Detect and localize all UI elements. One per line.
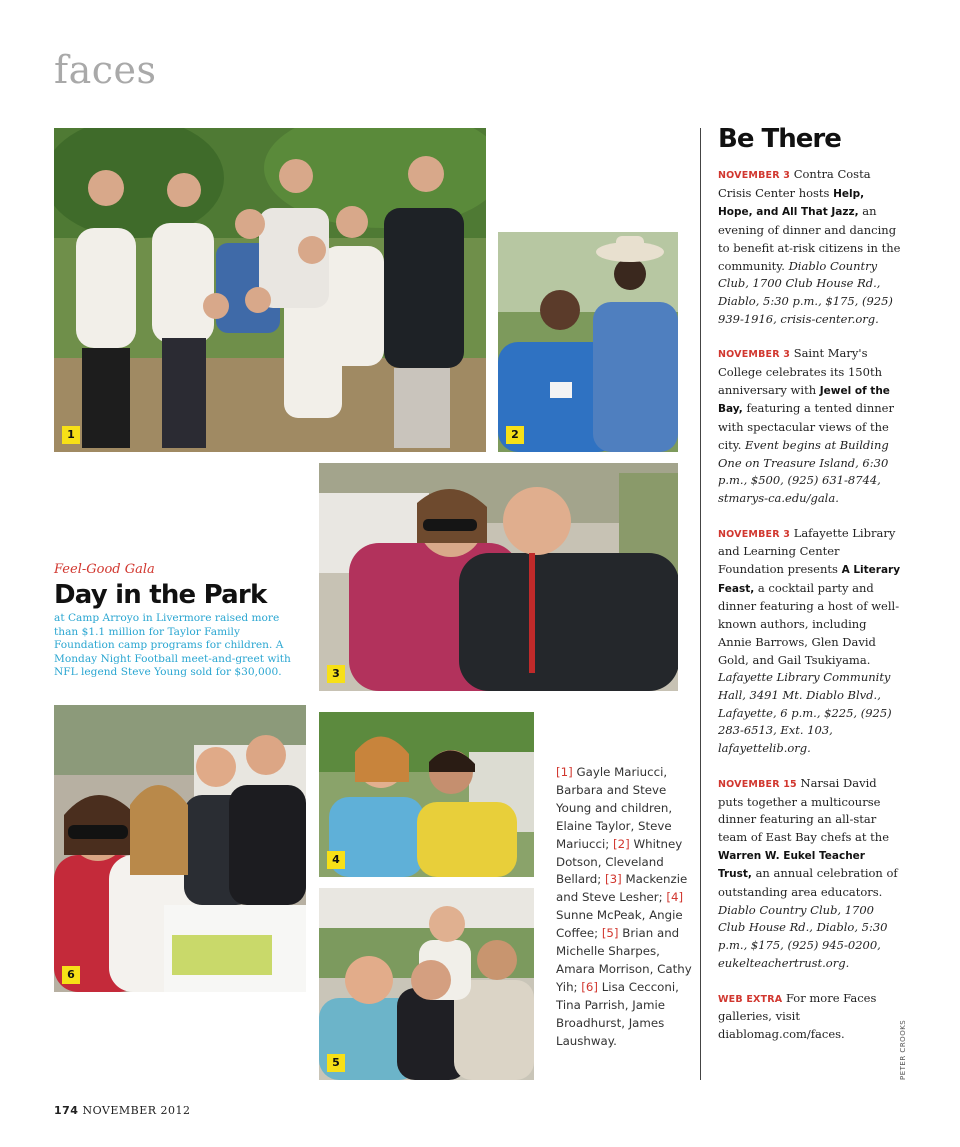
column-divider: [700, 128, 701, 1080]
caption-number: [1]: [556, 765, 573, 779]
caption-names: Whitney Dotson, Cleveland Bellard;: [556, 836, 683, 887]
section-label: faces: [54, 48, 157, 92]
story-kicker: Feel-Good Gala: [54, 562, 155, 577]
photo-2: [498, 232, 678, 452]
web-extra-item: [718, 990, 902, 1044]
photo-5: [319, 888, 534, 1080]
story-headline: Day in the Park: [54, 580, 267, 610]
caption-names: Mackenzie and Steve Lesher;: [556, 872, 688, 905]
photo-credit: PETER CROOKS: [899, 1019, 907, 1080]
photo-2-image: [498, 232, 678, 452]
event-description: featuring a tented dinner with spectacular views of the city.: [718, 401, 894, 452]
event-details: Lafayette Library Community Hall, 3491 Mt. Diablo Blvd., Lafayette, 6 p.m., $225, (925) 283-6513, Ext. 103, lafayettelib.org.: [718, 670, 892, 756]
photo-1-image: [54, 128, 486, 452]
event-lead: Lafayette Library and Learning Center Foundation presents: [718, 525, 896, 577]
event-description: an annual celebration of outstanding area educators.: [718, 866, 898, 900]
photo-captions: [556, 764, 696, 1051]
be-there-sidebar: [718, 124, 902, 1061]
event-date: WEB EXTRA: [718, 993, 783, 1005]
caption-names: Sunne McPeak, Angie Coffee;: [556, 908, 683, 941]
story-dek: at Camp Arroyo in Livermore raised more than $1.1 million for Taylor Family Foundation camp programs for children. A Monday Night Football meet-and-greet with NFL legend Steve Young sold for $30,000.: [54, 612, 291, 678]
photo-5-number: 5: [327, 1054, 345, 1072]
event-name: Jewel of the Bay,: [718, 384, 890, 416]
event-item: [718, 525, 902, 758]
event-details: Diablo Country Club, 1700 Club House Rd., Diablo, 5:30 p.m., $175, (925) 945-0200, eukelteachertrust.org.: [718, 902, 888, 970]
photo-1: [54, 128, 486, 452]
caption-number: [4]: [666, 890, 684, 905]
event-date: NOVEMBER 3: [718, 170, 791, 181]
caption-number: [2]: [613, 836, 630, 851]
event-name: Help, Hope, and All That Jazz,: [718, 187, 865, 219]
caption-number: [3]: [605, 872, 622, 887]
event-item: [718, 775, 902, 973]
photo-1-number: 1: [62, 426, 80, 444]
photo-2-number: 2: [506, 426, 524, 444]
page-number: 174: [54, 1104, 79, 1117]
event-lead: Narsai David puts together a multicourse dinner featuring an all-star team of East Bay chefs at the: [718, 775, 890, 844]
event-date: NOVEMBER 3: [718, 349, 791, 361]
caption-names: Gayle Mariucci, Barbara and Steve Young and children, Elaine Taylor, Steve Mariucci;: [556, 765, 673, 851]
event-lead: Saint Mary's College celebrates its 150th anniversary with: [718, 346, 882, 397]
event-item: [718, 166, 902, 328]
event-date: NOVEMBER 15: [718, 778, 797, 790]
folio: [54, 1104, 191, 1117]
story-block: [54, 562, 300, 680]
photo-6-image: [54, 705, 306, 992]
photo-6: [54, 705, 306, 992]
event-date: NOVEMBER 3: [718, 528, 791, 540]
issue-date: NOVEMBER 2012: [82, 1104, 191, 1117]
event-item: [718, 345, 902, 507]
event-details: Diablo Country Club, 1700 Club House Rd., Diablo, 5:30 p.m., $175, (925) 939-1916, crisis-center.org.: [718, 258, 893, 326]
caption-names: Brian and Michelle Sharpes, Amara Morrison, Cathy Yih;: [556, 926, 692, 994]
caption-names: Lisa Cecconi, Tina Parrish, Jamie Broadhurst, James Laushway.: [556, 979, 679, 1048]
event-lead: Contra Costa Crisis Center hosts: [718, 167, 871, 200]
photo-4-image: [319, 712, 534, 877]
photo-5-image: [319, 888, 534, 1080]
event-lead: For more Faces galleries, visit diablomag.com/faces.: [718, 990, 877, 1041]
caption-number: [5]: [601, 926, 619, 941]
photo-4-number: 4: [327, 851, 345, 869]
event-name: Warren W. Eukel Teacher Trust,: [718, 849, 865, 881]
event-details: Event begins at Building One on Treasure Island, 6:30 p.m., $500, (925) 631-8744, stmarys-ca.edu/gala.: [718, 437, 889, 505]
photo-3-image: [319, 463, 678, 691]
event-description: an evening of dinner and dancing to benefit at-risk citizens in the community.: [718, 204, 901, 273]
photo-3: [319, 463, 678, 691]
event-description: a cocktail party and dinner featuring a host of well-known authors, including Annie Barrows, Glen David Gold, and Gail Tsukiyama.: [718, 580, 900, 667]
caption-number: [6]: [581, 979, 598, 994]
photo-4: [319, 712, 534, 877]
event-name: A Literary Feast,: [718, 564, 901, 595]
sidebar-title: Be There: [718, 124, 841, 154]
photo-3-number: 3: [327, 665, 345, 683]
photo-6-number: 6: [62, 966, 80, 984]
